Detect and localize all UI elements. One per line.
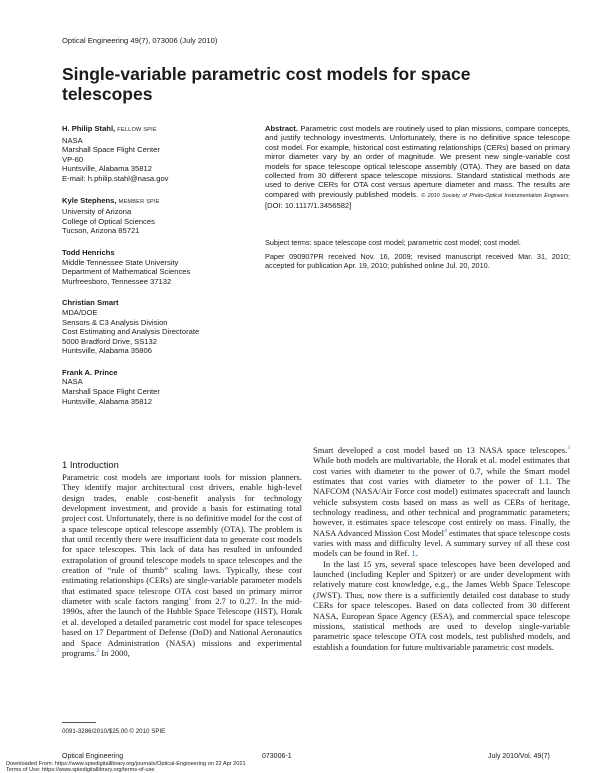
author-name: Kyle Stephens, (62, 195, 117, 205)
author-membership: FELLOW SPIE (117, 127, 157, 133)
citation-link[interactable]: 2 (96, 648, 100, 654)
text-run: Smart developed a cost model based on 13 NASA space telescopes. (313, 445, 568, 455)
affiliation-line: Huntsville, Alabama 35806 (62, 346, 152, 356)
affiliation-line: NASA (62, 135, 83, 145)
author-list (62, 124, 252, 418)
text-run: While both models are multivariable, the Horak et al. model estimates that cost varies with diameter to the power of 0.7, while the Smart model estimates that cost varies with diameter to the power of 1.1. The NAFCOM (NASA/Air Force cost model) estimates spacecraft and launch vehicle subsystem costs based on mass as well as CERs of heritage, technology readiness, and other technical and programmatic parameters; however, it estimates space telescope cost entirely on mass. Finally, the NASA Advanced Mission Cost Model (313, 455, 570, 538)
abstract (265, 124, 570, 211)
author-block (62, 368, 252, 406)
abstract-label: Abstract. (265, 124, 298, 133)
author-name: Christian Smart (62, 298, 119, 308)
doi[interactable]: [DOI: 10.1117/1.3456582] (265, 201, 352, 211)
paper-title: Single-variable parametric cost models for space telescopes (62, 64, 471, 104)
author-block (62, 248, 252, 286)
author-membership: MEMBER SPIE (118, 198, 160, 205)
affiliation-line: University of Arizona (62, 207, 132, 217)
text-run: In 2000, (99, 647, 130, 658)
reference-link[interactable]: 1 (411, 548, 416, 559)
citation-link[interactable]: 3 (567, 445, 570, 452)
body-column-left (62, 472, 302, 658)
paper-history: Paper 090907PR received Nov. 16, 2009; revised manuscript received Mar. 31, 2010; accepted for publication Apr. 19, 2010; published online Jul. 20, 2010. (265, 252, 570, 271)
text-run: . (415, 548, 418, 559)
affiliation-line: Marshall Space Flight Center (62, 145, 160, 155)
footer-issue: July 2010/Vol. 49(7) (488, 753, 550, 760)
affiliation-line: Cost Estimating and Analysis Directorate (62, 327, 200, 337)
paragraph (62, 472, 302, 658)
paragraph: In the last 15 yrs, several space telescopes have been developed and launched (including Kepler and Spitzer) or are under development with relatively mature cost knowledge, e.g., the James Webb Space Telescope (JWST). Thus, now there is a sufficiently detailed cost database to study CERs for space telescopes. Based on data collected from 30 different NASA, European Space Agency (ESA), and commercial space telescope missions, statistical methods are used to develop single-variable parametric space telescope OTA cost models, test published models, and establish a foundation for future multivariable parametric cost models. (313, 558, 570, 652)
affiliation-line: College of Optical Sciences (62, 216, 155, 226)
affiliation-line: Marshall Space Flight Center (62, 387, 160, 397)
affiliation-line: Murfreesboro, Tennessee 37132 (62, 276, 172, 286)
author-name: Frank A. Prince (62, 367, 118, 377)
terms-of-use[interactable]: Terms of Use: https://www.spiedigitallibrary.org/terms-of-use (6, 767, 155, 773)
citation-link[interactable]: 4 (444, 527, 447, 534)
download-notice (6, 761, 246, 773)
section-heading: 1 Introduction (62, 459, 119, 470)
author-name: H. Philip Stahl, (62, 124, 116, 133)
affiliation-line: Middle Tennessee State University (62, 257, 179, 267)
affiliation-line: 5000 Bradford Drive, SS132 (62, 336, 157, 346)
affiliation-line: Sensors & C3 Analysis Division (62, 317, 168, 327)
affiliation-line: NASA (62, 377, 83, 387)
affiliation-line: MDA/DOE (62, 307, 98, 317)
copyright-notice: © 2010 Society of Photo-Optical Instrumentation Engineers. (421, 192, 570, 199)
footnote-rule (62, 722, 96, 723)
affiliation-line: Huntsville, Alabama 35812 (62, 396, 152, 406)
text-run: Parametric cost models are important tools for mission planners. They identify major architectural cost drivers, enable high-level design trades, enable cost-benefit analysis for technology development investment, and provide a basis for estimating total project cost. Unfortunately, there is no definitive model for the cost of a space telescope optical telescope assembly (OTA). The problem is that until recently there were insufficient data to generate cost models for space telescopes. This lack of data has resulted in unfounded extrapolation of ground telescope models to space telescopes and the creation of “rule of thumb” scaling laws. Typically, these cost estimating relationships (CERs) are single-variable parameter models that estimated space telescope OTA cost based on primary mirror diameter with scale factors ranging (62, 472, 302, 607)
journal-citation: Optical Engineering 49(7), 073006 (July 2010) (62, 36, 218, 45)
author-email[interactable]: E-mail: h.philip.stahl@nasa.gov (62, 173, 169, 183)
abstract-text: Parametric cost models are routinely used to plan missions, compare concepts, and justify technology investments. Unfortunately, there is no definitive space telescope cost model. For example, historical cost estimating relationships (CERs) based on primary mirror diameter vary by an order of magnitude. We present new single-variable cost models for space telescope optical telescope assembly (OTA). They are based on data collected from 30 different space telescope missions. Standard statistical methods are used to derive CERs for OTA cost versus aperture diameter and mass. The results are compared with previously published models. (265, 124, 570, 199)
subject-terms: Subject terms: space telescope cost model; parametric cost model; cost model. (265, 238, 521, 247)
author-block (62, 124, 252, 184)
text-run: from 2.7 to 0.27. In the mid-1990s, after the launch of the Hubble Space Telescope (HST), Horak et al. developed a detailed parametric cost model for space telescopes based on 17 Department of Defense (DoD) and National Aeronautics and Space Administration (NASA) missions and experimental programs. (62, 596, 302, 658)
affiliation-line: Tucson, Arizona 85721 (62, 226, 140, 236)
body-column-right (313, 445, 570, 652)
author-block (62, 196, 252, 236)
affiliation-line: VP-60 (62, 154, 84, 164)
text-run: estimates that space telescope costs varies with mass and difficulty level. A summary survey of all these cost models can be found in Ref. (313, 527, 570, 559)
paragraph (313, 445, 570, 559)
author-block (62, 298, 252, 356)
affiliation-line: Huntsville, Alabama 35812 (62, 164, 152, 174)
download-source[interactable]: Downloaded From: https://www.spiedigitallibrary.org/journals/Optical-Engineering on 22 Apr 2021 (6, 761, 246, 767)
author-name: Todd Henrichs (62, 247, 115, 257)
citation-link[interactable]: 1 (188, 596, 192, 603)
footer-page-number: 073006-1 (262, 753, 292, 760)
affiliation-line: Department of Mathematical Sciences (62, 267, 191, 277)
footnote: 0091-3286/2010/$25.00 © 2010 SPIE (62, 728, 166, 735)
footer-journal: Optical Engineering (62, 753, 124, 760)
